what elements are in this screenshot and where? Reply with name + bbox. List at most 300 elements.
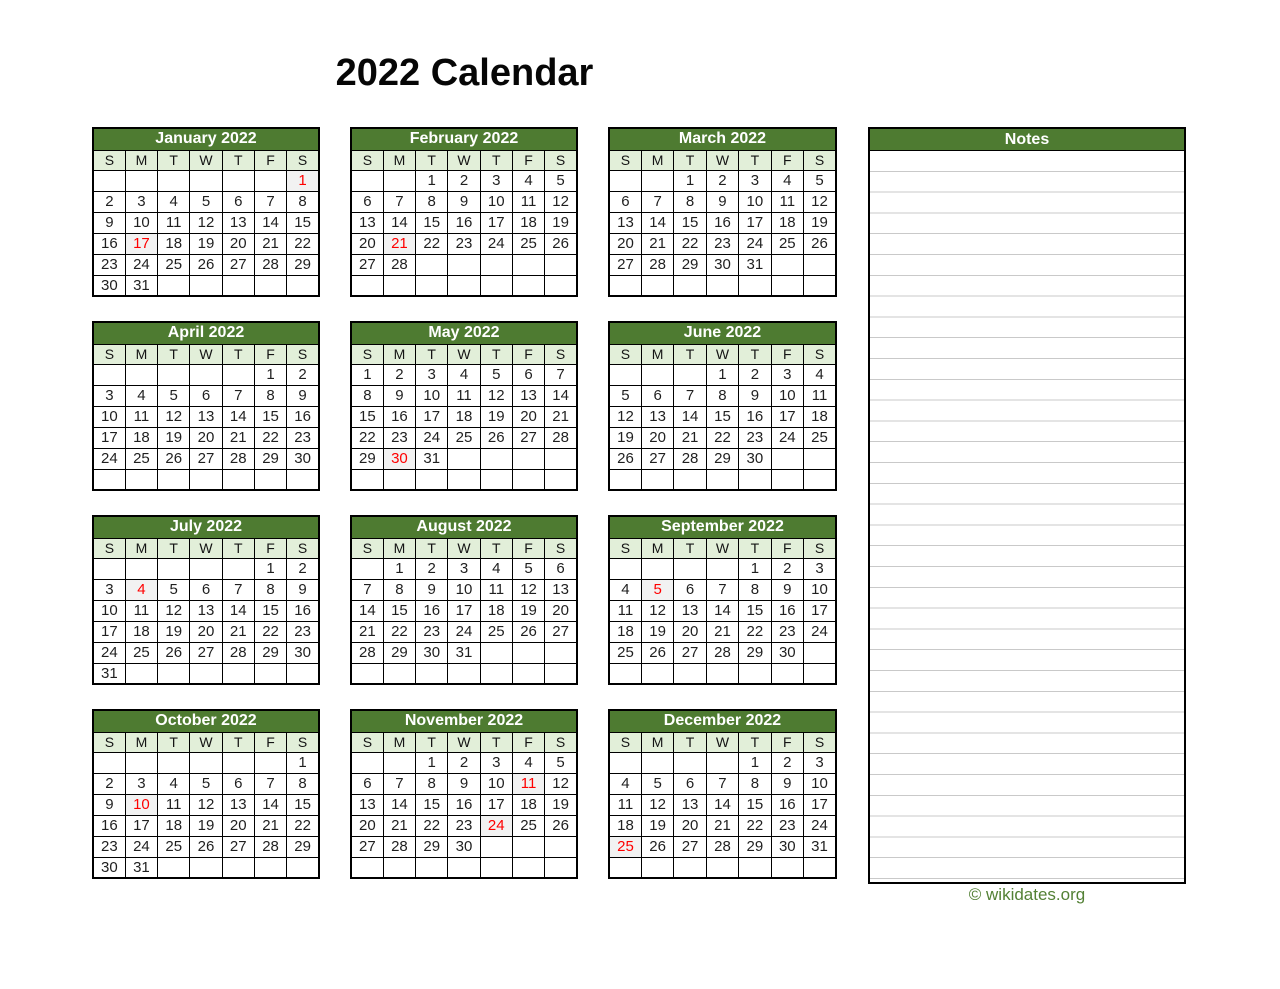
day-cell: 1 [739,752,771,773]
day-cell: 29 [254,642,286,663]
day-cell: 2 [287,364,319,385]
day-cell: 6 [222,773,254,794]
day-cell: 23 [93,836,125,857]
day-cell: 21 [351,621,383,642]
holiday-day-cell: 25 [609,836,641,857]
day-cell: 4 [158,773,190,794]
day-cell [383,275,415,296]
day-cell: 3 [448,558,480,579]
weekday-header: T [674,344,706,364]
week-row [609,600,836,621]
day-cell: 31 [448,642,480,663]
day-cell: 4 [609,773,641,794]
day-cell [739,663,771,684]
day-cell: 16 [448,212,480,233]
week-row [93,469,319,490]
holiday-day-cell: 1 [287,170,319,191]
day-cell: 3 [416,364,448,385]
day-cell [448,254,480,275]
day-cell: 30 [416,642,448,663]
week-row [609,364,836,385]
months-grid [92,127,837,879]
weekday-header: W [448,732,480,752]
day-cell: 21 [222,621,254,642]
weekday-header: S [287,732,319,752]
day-cell: 10 [739,191,771,212]
week-row [93,364,319,385]
day-cell [93,170,125,191]
week-row [609,448,836,469]
day-cell: 20 [222,233,254,254]
day-cell [190,364,222,385]
day-cell: 23 [706,233,738,254]
day-cell [609,275,641,296]
day-cell: 12 [480,385,512,406]
day-cell: 9 [287,385,319,406]
day-cell: 7 [545,364,577,385]
week-row [609,794,836,815]
day-cell: 9 [739,385,771,406]
day-cell: 28 [351,642,383,663]
day-cell [190,275,222,296]
weekday-header: T [222,344,254,364]
day-cell [190,469,222,490]
day-cell: 26 [158,448,190,469]
month-table-february [350,127,578,297]
day-cell: 8 [254,579,286,600]
day-cell: 27 [190,642,222,663]
day-cell [609,170,641,191]
day-cell: 27 [222,836,254,857]
day-cell: 14 [674,406,706,427]
day-cell [771,254,803,275]
day-cell [674,364,706,385]
day-cell [512,663,544,684]
week-row [609,170,836,191]
day-cell [254,469,286,490]
weekday-header-row [351,344,577,364]
day-cell: 21 [674,427,706,448]
weekday-header: T [674,538,706,558]
day-cell [674,469,706,490]
day-cell: 11 [125,600,157,621]
weekday-header: M [641,538,673,558]
day-cell: 10 [448,579,480,600]
day-cell: 1 [416,170,448,191]
day-cell: 5 [545,752,577,773]
week-row [351,427,577,448]
week-row [93,170,319,191]
weekday-header-row [609,150,836,170]
day-cell: 22 [706,427,738,448]
weekday-header: T [674,732,706,752]
day-cell: 27 [674,836,706,857]
month-title-september: September 2022 [609,516,836,538]
day-cell [383,469,415,490]
month-table-january [92,127,320,297]
weekday-header: T [416,150,448,170]
day-cell: 15 [254,406,286,427]
week-row [351,233,577,254]
day-cell [706,275,738,296]
day-cell [545,663,577,684]
day-cell [480,254,512,275]
day-cell: 12 [641,600,673,621]
week-row [93,621,319,642]
day-cell: 14 [222,600,254,621]
day-cell [804,254,836,275]
week-row [609,621,836,642]
day-cell [609,364,641,385]
weekday-header-row [609,732,836,752]
day-cell: 6 [674,579,706,600]
weekday-header: S [93,344,125,364]
day-cell: 5 [190,191,222,212]
day-cell: 5 [158,385,190,406]
weekday-header: S [93,732,125,752]
weekday-header: W [706,538,738,558]
day-cell: 27 [674,642,706,663]
day-cell: 9 [448,773,480,794]
week-row [351,275,577,296]
day-cell [222,364,254,385]
month-title-june: June 2022 [609,322,836,344]
day-cell: 24 [480,233,512,254]
day-cell: 31 [125,857,157,878]
week-row [351,406,577,427]
day-cell: 12 [641,794,673,815]
day-cell [254,275,286,296]
day-cell [190,752,222,773]
day-cell: 17 [771,406,803,427]
weekday-header: M [125,732,157,752]
day-cell [190,857,222,878]
day-cell: 21 [222,427,254,448]
week-row [351,254,577,275]
day-cell: 16 [287,406,319,427]
day-cell [383,663,415,684]
day-cell: 17 [804,794,836,815]
day-cell [804,663,836,684]
day-cell: 26 [480,427,512,448]
day-cell [190,558,222,579]
day-cell: 15 [254,600,286,621]
day-cell: 15 [706,406,738,427]
weekday-header: F [771,732,803,752]
day-cell: 25 [771,233,803,254]
week-row [93,212,319,233]
month-title-march: March 2022 [609,128,836,150]
day-cell: 7 [254,191,286,212]
weekday-header: T [222,150,254,170]
day-cell: 22 [674,233,706,254]
day-cell: 15 [739,600,771,621]
day-cell [545,857,577,878]
day-cell [125,558,157,579]
day-cell: 7 [383,191,415,212]
day-cell [804,642,836,663]
day-cell [222,663,254,684]
day-cell: 26 [641,642,673,663]
day-cell [641,752,673,773]
day-cell [641,364,673,385]
day-cell: 10 [804,579,836,600]
week-row [609,191,836,212]
weekday-header: T [739,538,771,558]
day-cell: 29 [383,642,415,663]
day-cell [158,170,190,191]
weekday-header: T [480,150,512,170]
day-cell: 13 [609,212,641,233]
day-cell: 14 [706,794,738,815]
day-cell [416,254,448,275]
day-cell [383,857,415,878]
day-cell: 23 [771,815,803,836]
day-cell: 11 [771,191,803,212]
day-cell [804,275,836,296]
day-cell: 29 [739,642,771,663]
day-cell: 22 [416,233,448,254]
day-cell: 5 [512,558,544,579]
week-row [609,857,836,878]
day-cell [158,558,190,579]
day-cell: 22 [383,621,415,642]
day-cell [771,275,803,296]
day-cell [512,469,544,490]
weekday-header: S [287,538,319,558]
day-cell: 3 [771,364,803,385]
day-cell [545,254,577,275]
day-cell [545,469,577,490]
weekday-header: T [674,150,706,170]
day-cell: 18 [125,621,157,642]
day-cell: 1 [351,364,383,385]
weekday-header: T [480,344,512,364]
day-cell: 10 [93,600,125,621]
day-cell: 21 [706,815,738,836]
week-row [609,254,836,275]
day-cell: 8 [351,385,383,406]
day-cell: 3 [125,773,157,794]
day-cell: 22 [416,815,448,836]
weekday-header: M [383,732,415,752]
weekday-header: M [125,538,157,558]
weekday-header: W [706,732,738,752]
day-cell: 8 [287,191,319,212]
day-cell: 16 [287,600,319,621]
day-cell: 3 [739,170,771,191]
day-cell [609,558,641,579]
weekday-header: M [383,538,415,558]
week-row [609,663,836,684]
day-cell: 10 [804,773,836,794]
month-table-july [92,515,320,685]
day-cell: 19 [641,621,673,642]
day-cell [480,275,512,296]
day-cell [480,663,512,684]
month-title-december: December 2022 [609,710,836,732]
weekday-header: T [416,344,448,364]
day-cell: 27 [351,254,383,275]
day-cell [158,857,190,878]
week-row [351,836,577,857]
day-cell: 11 [125,406,157,427]
day-cell [641,663,673,684]
day-cell [480,642,512,663]
week-row [351,857,577,878]
month-title-august: August 2022 [351,516,577,538]
day-cell: 8 [287,773,319,794]
day-cell: 29 [674,254,706,275]
day-cell: 3 [480,170,512,191]
holiday-day-cell: 24 [480,815,512,836]
day-cell: 20 [222,815,254,836]
day-cell: 7 [641,191,673,212]
day-cell: 30 [287,642,319,663]
day-cell: 23 [383,427,415,448]
week-row [609,427,836,448]
day-cell: 16 [93,233,125,254]
month-table-september [608,515,837,685]
day-cell: 6 [351,191,383,212]
week-row [351,794,577,815]
day-cell [190,170,222,191]
day-cell: 25 [448,427,480,448]
day-cell: 5 [480,364,512,385]
day-cell: 13 [222,794,254,815]
day-cell: 25 [609,642,641,663]
day-cell: 7 [706,773,738,794]
day-cell: 25 [125,448,157,469]
weekday-header: S [93,538,125,558]
day-cell: 14 [222,406,254,427]
day-cell: 17 [804,600,836,621]
page-title: 2022 Calendar [335,52,594,94]
day-cell: 28 [222,448,254,469]
day-cell: 11 [480,579,512,600]
day-cell: 25 [512,815,544,836]
day-cell: 7 [674,385,706,406]
weekday-header: S [287,150,319,170]
day-cell: 2 [383,364,415,385]
weekday-header: F [512,150,544,170]
day-cell: 24 [93,642,125,663]
month-title-january: January 2022 [93,128,319,150]
day-cell: 11 [158,212,190,233]
day-cell: 26 [545,815,577,836]
day-cell: 18 [448,406,480,427]
day-cell [448,448,480,469]
day-cell [641,857,673,878]
day-cell: 31 [739,254,771,275]
day-cell: 3 [93,579,125,600]
day-cell: 21 [254,815,286,836]
day-cell: 6 [222,191,254,212]
day-cell: 20 [190,621,222,642]
day-cell: 28 [641,254,673,275]
day-cell: 16 [771,794,803,815]
day-cell [158,663,190,684]
weekday-header: S [351,150,383,170]
day-cell: 31 [416,448,448,469]
day-cell: 9 [93,794,125,815]
day-cell: 6 [674,773,706,794]
month-table-november [350,709,578,879]
day-cell: 17 [93,621,125,642]
day-cell: 11 [804,385,836,406]
day-cell: 18 [771,212,803,233]
day-cell: 29 [416,836,448,857]
weekday-header: T [158,538,190,558]
week-row [93,558,319,579]
weekday-header: F [512,538,544,558]
day-cell: 11 [512,191,544,212]
weekday-header: F [771,538,803,558]
weekday-header: F [254,150,286,170]
day-cell: 21 [545,406,577,427]
month-title-may: May 2022 [351,322,577,344]
weekday-header-row [93,344,319,364]
day-cell: 3 [804,558,836,579]
day-cell: 10 [480,773,512,794]
day-cell [222,558,254,579]
day-cell: 4 [480,558,512,579]
day-cell [351,752,383,773]
day-cell: 8 [739,579,771,600]
day-cell [287,857,319,878]
day-cell: 6 [512,364,544,385]
day-cell [222,170,254,191]
day-cell: 18 [158,233,190,254]
day-cell: 30 [287,448,319,469]
day-cell: 7 [254,773,286,794]
day-cell: 14 [351,600,383,621]
weekday-header: F [771,150,803,170]
day-cell: 21 [383,815,415,836]
day-cell [416,275,448,296]
day-cell: 20 [512,406,544,427]
day-cell [222,275,254,296]
day-cell [125,364,157,385]
month-table-december [608,709,837,879]
day-cell: 9 [448,191,480,212]
week-row [351,752,577,773]
day-cell [804,857,836,878]
day-cell: 15 [739,794,771,815]
day-cell: 17 [416,406,448,427]
week-row [351,212,577,233]
day-cell: 1 [254,558,286,579]
day-cell: 19 [545,212,577,233]
day-cell: 19 [158,427,190,448]
day-cell [771,469,803,490]
weekday-header: M [641,150,673,170]
day-cell: 16 [771,600,803,621]
day-cell: 19 [804,212,836,233]
day-cell: 14 [254,794,286,815]
day-cell: 17 [480,212,512,233]
day-cell [351,275,383,296]
day-cell: 8 [254,385,286,406]
week-row [351,448,577,469]
day-cell: 1 [674,170,706,191]
day-cell: 12 [609,406,641,427]
day-cell [222,469,254,490]
week-row [351,815,577,836]
weekday-header-row [93,150,319,170]
day-cell: 17 [448,600,480,621]
day-cell: 22 [287,233,319,254]
